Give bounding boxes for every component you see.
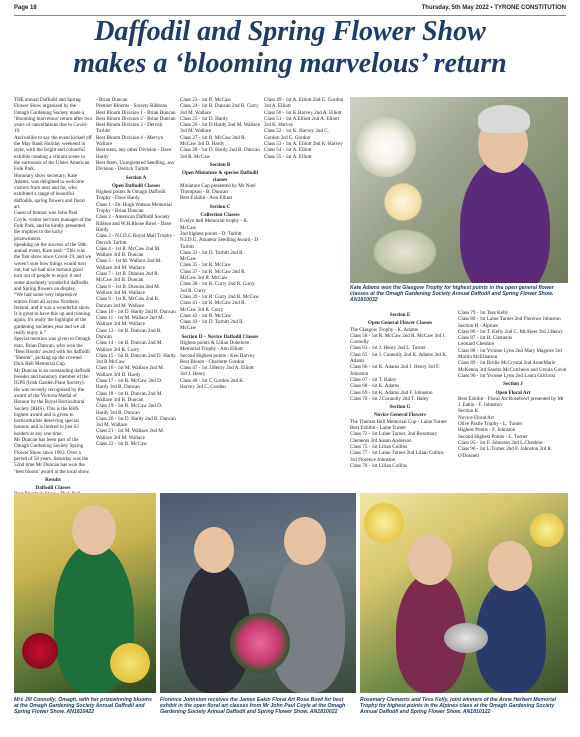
paragraph: Mr Duncan has been part of the Omagh Gardening Society Spring Flower Show since 1963. Over a period of 58 years, Saturday was the 52nd time Mr Duncan has won the ‘best bloom’ award at the local show.	[14, 437, 90, 475]
paragraph: Olive Pastle Trophy - L. Turner	[458, 421, 523, 428]
section-c-heading: Section C	[209, 203, 231, 210]
paragraph: Best stem, any other Division - Dave Hardy	[96, 147, 172, 160]
paragraph: Class 38 - 1st R. Curry 2nd R. Curry 3rd R. Curry	[180, 281, 255, 294]
paragraph: Class 4 - 1st R. McCaw 2nd M. Wallace 3rd B. Duncan	[96, 245, 161, 259]
paragraph: Class 1 - Dr. Hugh Watson Memorial Trophy - Brian Duncan	[96, 201, 172, 215]
paragraph: Class 90 - 1st Yvonne Lynn 2nd Laura Gilchrist	[458, 372, 556, 379]
paragraph: Class 2 - American Daffodil Society Ribbon and W.H.Rhose Bowl - Dave Hardy	[96, 214, 172, 233]
paragraph: Class 9 - 1st R. McCaw 2nd B. Duncan 3rd M. Wallace	[96, 296, 160, 309]
article-column-6	[458, 310, 568, 490]
paragraph: Class 79 - 1st Tess Kelly	[458, 310, 509, 316]
paragraph: Class 80 - 1st Laine Turner 2nd Florence Johnston	[458, 316, 561, 323]
paragraph: Special mention was given to Omagh man, Brian Duncan, who won the ‘Best Bloom’ award with his daffodil ‘Sheshir’, picking up the coveted Dick Bell Memorial Cup.	[14, 336, 91, 368]
paragraph: Highest points & Omagh Daffodil Trophy - Dave Hardy	[96, 189, 166, 202]
section-a-heading: Section A	[125, 174, 147, 181]
paragraph: Second Highest Points - L. Turner	[458, 433, 528, 440]
page-number: Page 18	[14, 5, 37, 11]
article-column-4	[264, 97, 344, 517]
paragraph: Class 70 - 1st J.Connolly 2nd T. Haley	[350, 395, 429, 402]
paragraph: Class 35 - 1st R. McCaw	[180, 262, 231, 269]
paragraph: Best Exhibit - Floral Art Rosebowl presented by Mr J. Eakin - F. Johnston	[458, 395, 564, 409]
paragraph: And unlike to say the event kicked off the May Bank Holiday weekend in style, with the bright and colourful exhibits creating a vibrant scene in the surrounds of the Ulster American Folk Park.	[14, 134, 92, 173]
caption-rosemary-clements-tess-kelly: Rosemary Clements and Tess Kelly, joint winners of the Anne Herbert Memorial Trophy for highest points in the Alpines class at the Omagh Gardening Society Annual Daffodil and Spring Flower Show. AN1810122	[360, 697, 557, 716]
section-a-subheading: Open Daffodil Classes	[111, 182, 161, 189]
paragraph: Class 41 - 1st R. McCaw 2nd R. McCaw 3rd R. Curry	[180, 300, 246, 313]
paragraph: Class 12 - 1st B. Duncan 2nd B. Duncan	[96, 327, 162, 340]
paragraph: Section K	[458, 408, 479, 415]
caption-florence-johnston: Florence Johnston receives the James Eakin Floral Art Rose Bowl for best exhibit in the open floral art classes from Mr John Paul Coyle at the Omagh Gardening Society Annual Daffodil and Spring Flower Show. AN1810022	[160, 697, 346, 716]
paragraph: “We had some very impressive entries from all across Northern Ireland, and it was a wonderful show. It is great to have this up and running again, it's really the highlight of the gardening societies year and we all really enjoy it.”	[14, 292, 91, 336]
headline-line-1: Daffodil and Spring Flower Show	[94, 16, 486, 47]
results-subheading: Daffodil Classes	[35, 485, 71, 492]
paragraph: Honorary show secretary, Kate Adams, was delighted to welcome visitors from near and far, who exhibited a range of beautiful daffodils, spring flowers and floral art.	[14, 172, 85, 211]
paragraph: Class 78 - 1st Lilian Collins	[350, 462, 408, 469]
section-e-subheading: Open General Flower Classes	[367, 320, 433, 327]
paragraph: Best Stem, Unregistered Seedling, any Division - Derrick Turbitt	[96, 159, 175, 173]
section-j-heading: Section J	[503, 381, 523, 388]
paragraph: Class 27 - 1st R. McCaw 2nd R. McCaw 3rd D. Hardy	[180, 134, 246, 148]
photo-jill-connolly	[14, 493, 156, 693]
paragraph: Class 25 - 1st D. Hardy	[180, 115, 228, 122]
article-column-2	[96, 97, 176, 517]
paragraph: Class 17 - 1st R. McCaw 2nd D. Hardy 3rd B. Duncan	[96, 378, 163, 391]
paragraph: Class 50 - 1st K.Harvey 2nd A. Elliott	[264, 109, 342, 116]
paragraph: The Thomas Bell Memorial Cup - Laine Turner	[350, 418, 448, 425]
paragraph: Class 18 - 1st B. Duncan 2nd M. Wallace 3rd B. Duncan	[96, 390, 163, 403]
paragraph: Class 89 - 1st Bridie McCrystal 2nd AnneMarie McKenna 3rd Sandra McCutcheon and Ursula Gavin	[458, 360, 567, 373]
paragraph: Class 75 - 1st Lilian Collins	[350, 443, 408, 450]
paragraph: Highest points & Lilian Dobelove Memorial Trophy - Ann Elliott	[180, 339, 250, 353]
paragraph: Miniature Cup presented by Mr Noel Thompson - B. Duncan	[180, 182, 256, 196]
paragraph: Class 43 - 1st D. Turbitt 2nd R. McCaw	[180, 319, 244, 332]
paragraph: Class 22 - 1st R. McCaw	[96, 441, 147, 448]
paragraph: Class 37 - 1st R. McCaw 2nd R. McCaw 3rd R. McCaw	[180, 268, 246, 282]
paragraph: Class 86 - 1st T. Kelly 2nd C. McAleer 3rd J.Henry	[458, 328, 563, 335]
headline	[14, 16, 566, 80]
section-c-subheading: Collection Classes	[200, 212, 240, 219]
paragraph: Best Exhibit - Ann Elliott	[180, 195, 233, 202]
paragraph: Class 55 - 1st A. Elliott	[264, 153, 312, 160]
section-g-heading: Section G	[389, 404, 411, 411]
paragraph: Premier Blooms - Society Ribbons	[96, 103, 168, 110]
paragraph: Class 53 - 1st A. Elliott 2nd K. Harvey	[264, 141, 343, 148]
paragraph: Class 23 - 1st R. McCaw	[180, 97, 231, 103]
paragraph: Class 48 - 1st C.Gordon 2nd K. Harvey 3rd C. Gordon	[180, 377, 245, 391]
paragraph: Leonard Cheshire	[458, 341, 495, 348]
paragraph: Class 88 - 1st Yvonne Lynn 2nd Mary Maguire 3rd Martin McElhatton	[458, 347, 562, 361]
paragraph: Class 77 - 1st Laine Turner 2nd Lilian Collins 3rd Florence Johnston	[350, 450, 444, 463]
caption-jill-connolly: Mrs Jill Connolly, Omagh, with her prizewinning blooms at the Omagh Gardening Society Annual Daffodil and Spring Flower Show. AN1810422	[14, 697, 152, 716]
paragraph: Second Highest points - Ken Harvey	[180, 352, 255, 359]
paragraph: Class 58 - 1st R. McCaw 2nd R. McCaw 3rd J. Connolly	[350, 332, 446, 346]
photo-florence-johnston	[160, 493, 356, 693]
section-b-heading: Section B	[209, 161, 231, 168]
paragraph: Class 49 - 1st A. Elliott 2nd C. Gordon 3rd A. Elliott	[264, 97, 344, 110]
paragraph: Best Bloom Division 2 - Brian Duncan	[96, 115, 176, 122]
paragraph: Class 33 - 1st D. Turbitt 2nd R. McCaw	[180, 249, 244, 263]
paragraph: Class 19 - 1st R. McCaw 2nd D. Hardy 3rd B. Duncan	[96, 403, 163, 416]
paragraph: THE annual Daffodil and Spring Flower Show organised by the Omagh Gardening Society made a ‘blooming marvelous’ return after two years of cancellations due to Covid-19.	[14, 97, 92, 135]
results-heading: Results	[45, 476, 61, 483]
paragraph: Best Bloom - Charlotte Gordon	[180, 358, 245, 365]
paragraph: Class 67 - 1st T. Haley	[350, 376, 397, 383]
paragraph: - Brian Duncan	[96, 97, 128, 103]
paragraph: 2nd highest points - D. Turbitt	[180, 230, 242, 237]
issue-date: Thursday, 5th May 2022 • TYRONE CONSTITUTION	[421, 5, 566, 11]
masthead	[14, 4, 566, 16]
paragraph: Class 21 - 1st M. Wallace 2nd M. Wallace 3rd M. Wallace	[96, 428, 165, 441]
headline-line-2: makes a ‘blooming marvelous’ return	[73, 48, 507, 79]
paragraph: Novice Floral Art	[458, 414, 494, 421]
paragraph: Class 16 - 1st M. Wallace 2nd M. Wallace 3rd D. Hardy	[96, 365, 165, 378]
paragraph: Mr Duncan is an outstanding daffodil breeder and honorary member of the IGPS (Irish Garden Plant Society). He was recently recognised by the award of the Victoria Medal of Honour by the Royal Horticultural Society (RHS). This is the RHS highest award and is given to horticulturists deserving special honour, and is limited to just 63 holders at any one time.	[14, 367, 91, 437]
section-e-heading: Section E	[389, 312, 411, 318]
paragraph: Class 15 - 1st B. Duncan 2nd D. Hardy 3rd R McCaw	[96, 352, 176, 366]
paragraph: Class 63 - 1st J. Henry 2nd L. Turner	[350, 345, 426, 352]
paragraph: Best Bloom Division 4 - Mervyn Wallace	[96, 134, 164, 148]
paragraph: Class 47 - 1st J.Henry 2nd A. Elliott 3rd J. Henry	[180, 365, 254, 378]
paragraph: Class 8 - 1st B. Duncan 2nd M. Wallace 3rd M. Wallace	[96, 283, 161, 296]
paragraph: Class 96 - 1st L.Turner 2nd F. Johnston 3rd R. O'Donnell	[458, 446, 553, 459]
paragraph: Class 87 - 1st R. Clements	[458, 335, 513, 342]
article-column-5	[350, 310, 450, 490]
paragraph: Class 42 - 1st R. McCaw	[180, 312, 231, 319]
paragraph: Class 65 - 1st J. Connolly 2nd K. Adams 3rd K. Adams	[350, 351, 448, 365]
article-column-1	[14, 97, 92, 517]
paragraph: Class 66 - 1st K. Adams 2nd J. Henry 3rd F. Johnston	[350, 364, 440, 377]
paragraph: Class 20 - 1st D. Hardy 2nd B. Duncan 3rd M. Wallace	[96, 415, 176, 429]
paragraph: Class 3 - N.I.D.G Royal Mail Trophy - Derrick Turbitt	[96, 233, 175, 246]
paragraph: Speaking on the success of the 58th annual event, Kate said: “This was the first show since Covid-19, and we weren't sure how things would turn out, but we had nice turnout good turn out of people to enjoy it and some absolutely wonderful daffodils and Spring flowers on display.	[14, 241, 92, 292]
paragraph: N.I.D.G. Amateur Seedling Award - D Turbitt	[180, 237, 259, 250]
paragraph: Best Exhibit - Laine Turner	[350, 425, 407, 432]
section-j-subheading: Open Floral Art	[495, 389, 531, 396]
paragraph: Section H - Alpines	[458, 322, 499, 329]
paragraph: Guest of honour was John Paul Coyle, visitor services manager of the Folk Park, and he kindly presented the trophies to the lucky prizewinners.	[14, 210, 92, 242]
paragraph: Class 26 - 1st D.Hardy 2nd M. Wallace 3rd M. Wallace	[180, 122, 260, 135]
photo-kate-adams	[350, 97, 568, 283]
paragraph: Class 54 - 1st A. Elliott	[264, 147, 312, 154]
paragraph: Best Bloom Division 3 - Derrick Turbitt	[96, 122, 163, 135]
paragraph: Class 39 - 1st R. Curry 2nd R. McCaw	[180, 293, 259, 300]
paragraph: Class 7 - 1st B. Duncan 2nd R. McCaw 3rd B. Duncan	[96, 271, 159, 284]
caption-kate-adams: Kate Adams won the Glasgow Trophy for highest points in the open general flower classes at the Omagh Gardening Society Annual Daffodil and Spring Flower Show. AN1810032	[350, 285, 554, 304]
paragraph: Class 11 - 1st M. Wallace 2nd M. Wallace 3rd M. Wallace	[96, 315, 164, 328]
section-g-subheading: Novice General Flowers	[373, 412, 427, 419]
paragraph: Class 14 - 1st B. Duncan 2nd M. Wallace 3rd R. Curry	[96, 340, 163, 353]
paragraph: Class 68 - 1st K. Adams	[350, 383, 400, 390]
paragraph: Class 95 - 1st F. Johnston 2nd L.Cheshire	[458, 439, 543, 446]
paragraph: Class 5 - 1st M. Wallace 2nd M. Wallace 3rd M. Wallace	[96, 258, 162, 271]
section-b-subheading: Open Miniature & species Daffodil classes	[181, 170, 259, 183]
paragraph: Evelyn bell Memorial trophy - R. McCaw	[180, 218, 249, 231]
paragraph: Highest Points - F. Johnston	[458, 427, 516, 434]
paragraph: Class 28 - 1st D. Hardy 2nd B. Duncan 3rd R. McCaw	[180, 147, 260, 160]
paragraph: Class 24 - 1st B. Duncan 2nd R. Curry 3rd M. Wallace	[180, 103, 259, 116]
photo-rosemary-clements-tess-kelly	[360, 493, 568, 693]
paragraph: Class 72 - 1st Laine Turner. 2nd Rosemary Clements 3rd Susan Anderson	[350, 431, 438, 444]
paragraph: Class 52 - 1st K. Harvey 2nd C. Gordon 3rd C. Gordon	[264, 128, 329, 141]
paragraph: The Glasgow Trophy - K. Adams	[350, 326, 418, 333]
paragraph: Class 69 - 1st K. Adams 2nd F. Johnston	[350, 389, 433, 396]
article-column-3	[180, 97, 260, 517]
paragraph: Class 51 - 1st A.Elliott 2nd A. Elliott 3rd K. Harvey	[264, 115, 340, 129]
section-d-heading: Section D – Novice Daffodil Classes	[181, 333, 259, 340]
paragraph: Best Bloom Division 1 - Brian Duncan	[96, 109, 176, 116]
paragraph: Class 10 - 1st D. Hardy 2nd B. Duncan	[96, 308, 176, 315]
